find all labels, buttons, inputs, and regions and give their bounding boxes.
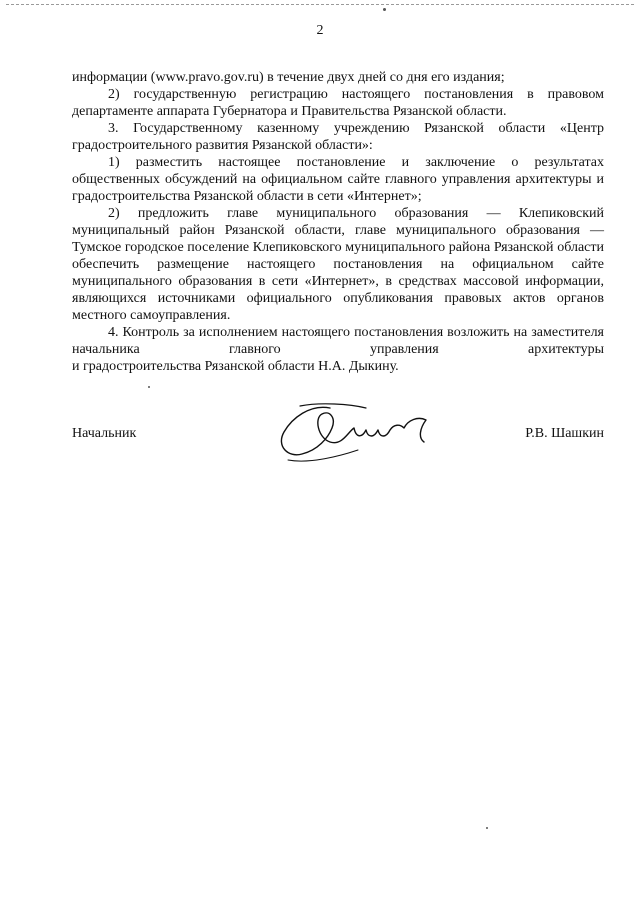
paragraph-continuation: информации (www.pravo.gov.ru) в течение двух дней со дня его издания; (72, 70, 505, 85)
scan-speck (383, 8, 386, 11)
paragraph-item-3-institution: 3. Государственному казенному учреждению Рязанской области «Центр градостроительного развития Рязанской области»: (72, 121, 604, 153)
paragraph-item-4-continuation: и градостроительства Рязанской области Н.А. Дыкину. (72, 359, 399, 374)
document-body (72, 69, 604, 375)
scan-speck (486, 827, 488, 829)
paragraph-subitem-2-propose: 2) предложить главе муниципального образования — Клепиковский муниципальный район Рязанской области, главе муниципального образования — Тумское городское поселение Клепиковского муниципального района Рязанской области обеспечить размещение настоящего постановления на официальном сайте муниципального образования в сети «Интернет», в средствах массовой информации, являющихся источниками официального опубликования правовых актов органов местного самоуправления. (72, 206, 604, 323)
paragraph-item-4-control: 4. Контроль за исполнением настоящего постановления возложить на заместителя начальника главного управления архитектуры (72, 325, 604, 357)
scan-speck (148, 386, 150, 388)
paragraph-subitem-1-publish: 1) разместить настоящее постановление и заключение о результатах общественных обсуждений на официальном сайте главного управления архитектуры и градостроительства Рязанской области в сети «Интернет»; (72, 155, 604, 204)
paragraph-item-2-registration: 2) государственную регистрацию настоящего постановления в правовом департаменте аппарата Губернатора и Правительства Рязанской области. (72, 87, 604, 119)
page-number: 2 (316, 23, 324, 38)
signer-name: Р.В. Шашкин (525, 426, 604, 441)
handwritten-signature (270, 398, 460, 468)
scan-edge-artifact (6, 4, 634, 8)
signer-title: Начальник (72, 426, 137, 441)
